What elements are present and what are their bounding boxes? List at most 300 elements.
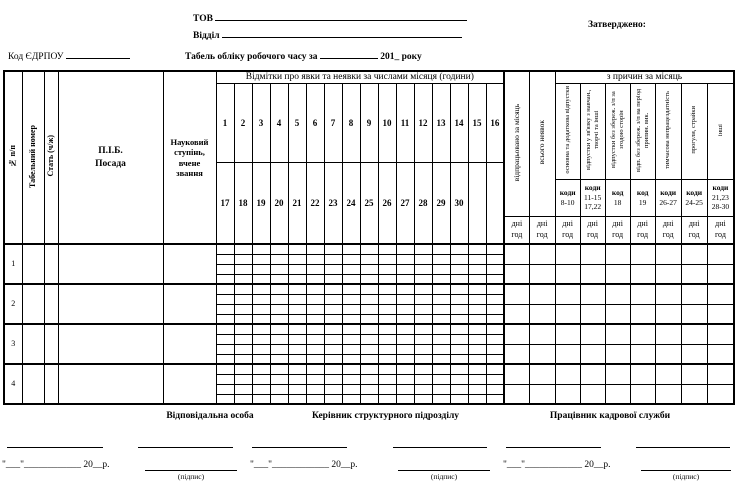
day-mark-cell: [270, 324, 288, 334]
day-mark-cell: [396, 354, 414, 364]
day-mark-cell: [432, 394, 450, 404]
day-mark-cell: [324, 374, 342, 384]
day-mark-cell: [450, 354, 468, 364]
summary-cell: [605, 264, 630, 284]
day-mark-cell: [270, 354, 288, 364]
col-header-sex: [44, 71, 58, 244]
summary-cell: [529, 344, 555, 364]
summary-cell: [529, 284, 555, 304]
day-mark-cell: [288, 274, 306, 284]
day-header: 18: [234, 162, 252, 244]
summary-cell: [681, 304, 707, 324]
day-mark-cell: [450, 374, 468, 384]
summary-cell: [655, 364, 681, 384]
day-mark-cell: [306, 334, 324, 344]
hours-unit-label: год: [637, 229, 649, 239]
department-blank-line: [222, 27, 462, 38]
reason-col-header: [707, 83, 734, 179]
day-mark-cell: [342, 274, 360, 284]
summary-cell: [681, 364, 707, 384]
day-mark-cell: [270, 314, 288, 324]
day-header: [486, 162, 504, 244]
day-mark-cell: [378, 304, 396, 314]
day-mark-cell: [270, 394, 288, 404]
codes-value: 21,23 28-30: [711, 192, 730, 212]
hours-unit-label: год: [612, 229, 624, 239]
days-unit-label: дні: [562, 219, 573, 229]
unit-cell: [580, 216, 605, 244]
name-position-cell: [58, 324, 163, 364]
day-mark-cell: [324, 304, 342, 314]
summary-cell: [580, 344, 605, 364]
day-mark-cell: [432, 284, 450, 294]
day-mark-cell: [270, 384, 288, 394]
summary-cell: [580, 264, 605, 284]
day-mark-cell: [252, 384, 270, 394]
day-mark-cell: [396, 364, 414, 374]
day-mark-cell: [396, 384, 414, 394]
day-mark-cell: [414, 314, 432, 324]
summary-cell: [504, 324, 529, 344]
day-mark-cell: [414, 284, 432, 294]
codes-label: коди: [660, 187, 677, 197]
codes-value: 11-15 17,22: [584, 192, 602, 212]
day-header: 14: [450, 83, 468, 162]
day-mark-cell: [270, 264, 288, 274]
day-mark-cell: [306, 244, 324, 254]
day-mark-cell: [450, 254, 468, 264]
day-mark-cell: [360, 344, 378, 354]
day-mark-cell: [378, 254, 396, 264]
day-mark-cell: [252, 314, 270, 324]
row-number-cell: 3: [4, 324, 22, 364]
reason-label: тимчасова непрацездатність: [664, 90, 672, 169]
day-mark-cell: [450, 304, 468, 314]
summary-cell: [555, 384, 580, 404]
day-mark-cell: [216, 294, 234, 304]
day-header: 26: [378, 162, 396, 244]
day-mark-cell: [216, 344, 234, 354]
day-mark-cell: [234, 334, 252, 344]
day-mark-cell: [288, 324, 306, 334]
summary-cell: [707, 304, 734, 324]
day-mark-cell: [270, 284, 288, 294]
day-mark-cell: [360, 364, 378, 374]
day-mark-cell: [378, 394, 396, 404]
day-mark-cell: [324, 314, 342, 324]
reason-label: інші: [716, 123, 724, 136]
day-mark-cell: [468, 374, 486, 384]
day-mark-cell: [252, 284, 270, 294]
day-mark-cell: [306, 284, 324, 294]
summary-cell: [504, 364, 529, 384]
day-mark-cell: [468, 314, 486, 324]
day-mark-cell: [216, 274, 234, 284]
summary-cell: [504, 384, 529, 404]
days-unit-label: дні: [715, 219, 726, 229]
days-unit-label: дні: [587, 219, 598, 229]
day-mark-cell: [414, 354, 432, 364]
day-mark-cell: [216, 304, 234, 314]
day-mark-cell: [378, 364, 396, 374]
day-header: 15: [468, 83, 486, 162]
day-mark-cell: [450, 364, 468, 374]
company-row: [193, 10, 467, 24]
day-mark-cell: [234, 354, 252, 364]
day-mark-cell: [450, 384, 468, 394]
codes-value: 18: [613, 197, 622, 207]
summary-cell: [504, 344, 529, 364]
unit-cell: [681, 216, 707, 244]
day-mark-cell: [486, 384, 504, 394]
summary-cell: [630, 304, 655, 324]
day-mark-cell: [252, 274, 270, 284]
day-mark-cell: [234, 364, 252, 374]
col-header-total-absences: [529, 71, 555, 216]
day-mark-cell: [252, 264, 270, 274]
summary-cell: [605, 304, 630, 324]
signature-line: [398, 460, 490, 471]
codes-label: код: [611, 187, 624, 197]
day-mark-cell: [216, 324, 234, 334]
day-mark-cell: [342, 374, 360, 384]
summary-cell: [555, 244, 580, 264]
day-mark-cell: [342, 394, 360, 404]
day-mark-cell: [414, 244, 432, 254]
col-header-number: [4, 71, 22, 244]
name-position-cell: [58, 244, 163, 284]
day-mark-cell: [270, 334, 288, 344]
row-number-cell: 4: [4, 364, 22, 404]
day-mark-cell: [432, 244, 450, 254]
reason-codes-cell: [681, 179, 707, 216]
summary-cell: [630, 344, 655, 364]
department-label: Відділ: [193, 31, 220, 41]
reason-col-header: [681, 83, 707, 179]
summary-cell: [529, 304, 555, 324]
summary-cell: [580, 304, 605, 324]
day-header: 24: [342, 162, 360, 244]
day-mark-cell: [270, 344, 288, 354]
day-mark-cell: [414, 254, 432, 264]
summary-cell: [707, 264, 734, 284]
col-sex-label: Стать (ч/ж): [45, 135, 55, 177]
day-mark-cell: [324, 394, 342, 404]
day-mark-cell: [216, 334, 234, 344]
summary-cell: [681, 264, 707, 284]
sex-cell: [44, 284, 58, 324]
day-mark-cell: [486, 284, 504, 294]
year-label: 201_ року: [380, 52, 422, 62]
summary-cell: [681, 244, 707, 264]
day-mark-cell: [360, 244, 378, 254]
day-mark-cell: [288, 384, 306, 394]
day-mark-cell: [306, 384, 324, 394]
summary-cell: [707, 244, 734, 264]
tab-number-cell: [22, 364, 44, 404]
summary-cell: [529, 384, 555, 404]
day-mark-cell: [360, 274, 378, 284]
signature-line: [641, 460, 731, 471]
day-mark-cell: [252, 364, 270, 374]
day-mark-cell: [450, 274, 468, 284]
summary-cell: [529, 244, 555, 264]
summary-cell: [655, 304, 681, 324]
days-unit-label: дні: [511, 219, 523, 229]
day-mark-cell: [486, 344, 504, 354]
day-mark-cell: [252, 304, 270, 314]
edrpou-label: Код ЄДРПОУ: [8, 52, 64, 62]
day-mark-cell: [288, 344, 306, 354]
day-mark-cell: [396, 314, 414, 324]
summary-cell: [605, 384, 630, 404]
col-tab-number-label: Табельний номер: [27, 124, 37, 188]
day-mark-cell: [432, 264, 450, 274]
reason-label: відпустки у зв'язку з навчан., творчі та інші: [584, 89, 600, 170]
day-mark-cell: [288, 354, 306, 364]
department-head-title: Керівник структурного підрозділу: [311, 411, 460, 421]
summary-cell: [655, 344, 681, 364]
summary-cell: [529, 324, 555, 344]
day-mark-cell: [414, 364, 432, 374]
day-mark-cell: [306, 254, 324, 264]
hours-unit-label: год: [536, 229, 548, 239]
day-mark-cell: [360, 354, 378, 364]
day-mark-cell: [396, 264, 414, 274]
day-mark-cell: [360, 314, 378, 324]
reason-codes-cell: [655, 179, 681, 216]
day-mark-cell: [360, 294, 378, 304]
days-unit-label: дні: [612, 219, 623, 229]
tab-number-cell: [22, 284, 44, 324]
day-mark-cell: [432, 294, 450, 304]
summary-cell: [555, 324, 580, 344]
reason-label: прогули, страйки: [690, 105, 698, 154]
day-mark-cell: [324, 354, 342, 364]
day-mark-cell: [324, 344, 342, 354]
day-mark-cell: [234, 344, 252, 354]
codes-label: коди: [559, 187, 576, 197]
codes-value: 19: [638, 197, 647, 207]
day-header: 28: [414, 162, 432, 244]
days-unit-label: дні: [637, 219, 648, 229]
day-mark-cell: [342, 364, 360, 374]
day-mark-cell: [468, 394, 486, 404]
month-blank-line: [320, 48, 378, 59]
day-header: 4: [270, 83, 288, 162]
hours-unit-label: год: [714, 229, 726, 239]
day-header: 25: [360, 162, 378, 244]
company-blank-line: [215, 10, 467, 21]
day-mark-cell: [216, 264, 234, 274]
day-mark-cell: [432, 304, 450, 314]
day-mark-cell: [378, 374, 396, 384]
day-mark-cell: [270, 304, 288, 314]
day-mark-cell: [468, 244, 486, 254]
summary-cell: [630, 264, 655, 284]
day-mark-cell: [234, 374, 252, 384]
day-header: 23: [324, 162, 342, 244]
timesheet-table: [3, 70, 735, 405]
day-mark-cell: [252, 344, 270, 354]
day-mark-cell: [378, 244, 396, 254]
day-mark-cell: [288, 314, 306, 324]
day-mark-cell: [414, 304, 432, 314]
signature-block: [641, 460, 731, 481]
day-mark-cell: [396, 304, 414, 314]
day-header: 17: [216, 162, 234, 244]
day-mark-cell: [486, 264, 504, 274]
summary-cell: [630, 284, 655, 304]
codes-value: 24-25: [685, 197, 703, 207]
day-mark-cell: [270, 364, 288, 374]
summary-cell: [707, 284, 734, 304]
hours-unit-label: год: [587, 229, 599, 239]
total-absences-label: всього неявок: [537, 120, 547, 165]
day-mark-cell: [324, 334, 342, 344]
day-mark-cell: [252, 354, 270, 364]
day-mark-cell: [378, 314, 396, 324]
reason-label: основна та додаткова відпустки: [563, 85, 571, 174]
day-mark-cell: [342, 354, 360, 364]
day-mark-cell: [468, 354, 486, 364]
day-mark-cell: [468, 324, 486, 334]
day-mark-cell: [252, 394, 270, 404]
day-mark-cell: [360, 384, 378, 394]
date-line: "___"____________ 20__р.: [250, 460, 358, 470]
day-mark-cell: [234, 294, 252, 304]
col-header-name-position: [58, 71, 163, 244]
hours-unit-label: год: [511, 229, 523, 239]
day-mark-cell: [342, 304, 360, 314]
day-mark-cell: [234, 394, 252, 404]
day-mark-cell: [468, 364, 486, 374]
day-mark-cell: [414, 334, 432, 344]
col-degree-label: Науковий ступінь, вчене звання: [170, 137, 209, 178]
day-mark-cell: [432, 364, 450, 374]
name-blank-line: [252, 447, 347, 448]
summary-cell: [681, 344, 707, 364]
day-mark-cell: [234, 384, 252, 394]
day-mark-cell: [234, 274, 252, 284]
day-mark-cell: [234, 314, 252, 324]
reason-label: відпустки без збереж. з/п за згодою сторін: [609, 91, 625, 169]
name-blank-line: [636, 447, 730, 448]
summary-cell: [605, 284, 630, 304]
day-mark-cell: [432, 254, 450, 264]
day-mark-cell: [252, 294, 270, 304]
day-mark-cell: [378, 344, 396, 354]
day-header: 3: [252, 83, 270, 162]
hours-unit-label: год: [562, 229, 574, 239]
codes-label: код: [636, 187, 649, 197]
day-mark-cell: [216, 364, 234, 374]
date-line: "___"____________ 20__р.: [2, 460, 110, 470]
signature-caption: (підпис): [177, 472, 205, 481]
day-mark-cell: [378, 324, 396, 334]
day-mark-cell: [306, 294, 324, 304]
summary-cell: [605, 344, 630, 364]
hours-unit-label: год: [688, 229, 700, 239]
codes-value: 8-10: [560, 197, 575, 207]
day-mark-cell: [378, 384, 396, 394]
summary-cell: [529, 264, 555, 284]
day-mark-cell: [450, 284, 468, 294]
summary-cell: [580, 384, 605, 404]
unit-cell: [529, 216, 555, 244]
summary-cell: [504, 244, 529, 264]
row-number-cell: 2: [4, 284, 22, 324]
hr-officer-title: Працівник кадрової служби: [549, 411, 671, 421]
day-mark-cell: [270, 254, 288, 264]
day-mark-cell: [216, 284, 234, 294]
day-mark-cell: [234, 254, 252, 264]
day-mark-cell: [468, 284, 486, 294]
day-mark-cell: [360, 324, 378, 334]
day-mark-cell: [306, 274, 324, 284]
name-blank-line: [138, 447, 233, 448]
day-header: 7: [324, 83, 342, 162]
summary-cell: [707, 344, 734, 364]
col-position-label: Посада: [95, 158, 126, 169]
days-unit-label: дні: [662, 219, 674, 229]
day-header: 11: [396, 83, 414, 162]
day-mark-cell: [396, 374, 414, 384]
degree-cell: [163, 364, 216, 404]
summary-cell: [580, 244, 605, 264]
days-unit-label: дні: [536, 219, 548, 229]
day-mark-cell: [216, 374, 234, 384]
unit-cell: [630, 216, 655, 244]
summary-cell: [504, 264, 529, 284]
day-header: 30: [450, 162, 468, 244]
day-mark-cell: [270, 274, 288, 284]
day-header: [468, 162, 486, 244]
day-mark-cell: [306, 344, 324, 354]
day-mark-cell: [486, 354, 504, 364]
summary-cell: [707, 384, 734, 404]
summary-cell: [529, 364, 555, 384]
summary-cell: [555, 364, 580, 384]
name-position-cell: [58, 364, 163, 404]
reason-col-header: [630, 83, 655, 179]
edrpou-blank-line: [66, 48, 130, 59]
day-mark-cell: [234, 264, 252, 274]
hours-unit-label: год: [662, 229, 674, 239]
day-mark-cell: [432, 374, 450, 384]
day-header: 9: [360, 83, 378, 162]
unit-cell: [655, 216, 681, 244]
day-header: 12: [414, 83, 432, 162]
day-mark-cell: [342, 344, 360, 354]
day-header: 1: [216, 83, 234, 162]
day-mark-cell: [342, 314, 360, 324]
summary-cell: [681, 284, 707, 304]
day-mark-cell: [486, 374, 504, 384]
summary-cell: [555, 304, 580, 324]
day-mark-cell: [360, 374, 378, 384]
signature-block: [398, 460, 490, 481]
summary-cell: [630, 244, 655, 264]
day-mark-cell: [486, 274, 504, 284]
day-mark-cell: [468, 264, 486, 274]
day-mark-cell: [216, 254, 234, 264]
day-mark-cell: [486, 334, 504, 344]
day-mark-cell: [252, 334, 270, 344]
day-mark-cell: [270, 294, 288, 304]
day-mark-cell: [450, 264, 468, 274]
sex-cell: [44, 364, 58, 404]
